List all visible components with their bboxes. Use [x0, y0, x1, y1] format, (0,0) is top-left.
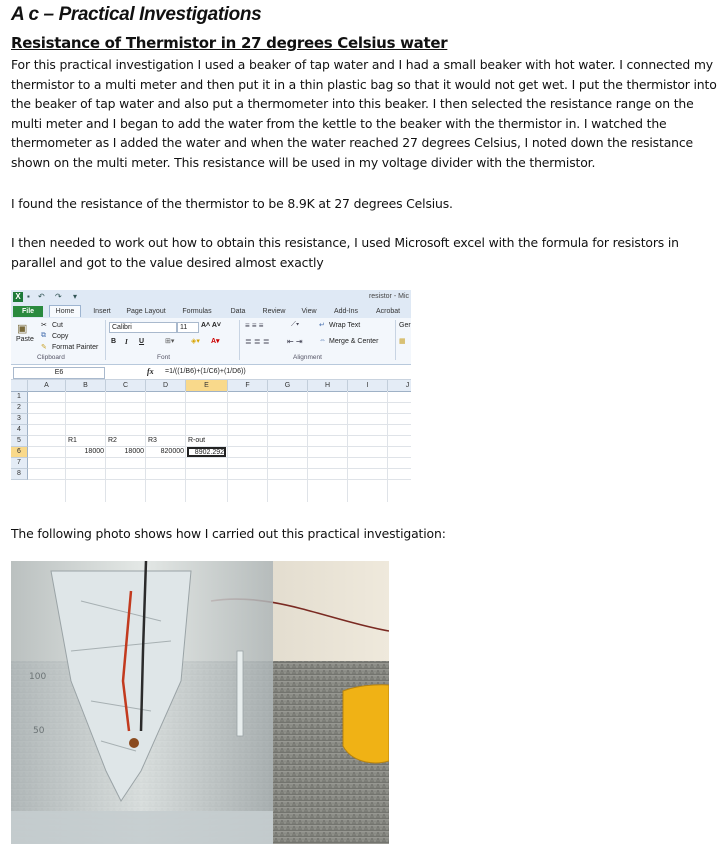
borders-icon: ⊞▾: [165, 338, 175, 345]
merge-center-icon: ⇔: [319, 337, 326, 344]
grid-line: [28, 457, 411, 458]
column-header-h: H: [308, 380, 348, 392]
grid-line: [28, 402, 411, 403]
quick-access-toolbar: [11, 290, 411, 304]
tab-review: Review: [262, 308, 286, 315]
copy-label: Copy: [52, 333, 69, 340]
column-header-c: C: [106, 380, 146, 392]
grow-font-icon: A˄ A˅: [201, 322, 221, 329]
tab-add-ins: Add-Ins: [333, 308, 359, 315]
row-header-7: 7: [11, 458, 28, 469]
wrap-text-icon: ↵: [319, 322, 325, 329]
bold-button: B: [111, 338, 117, 345]
column-header-b: B: [66, 380, 106, 392]
cell-e6: 8902.292: [187, 447, 226, 457]
fill-color-icon: ◈▾: [191, 338, 200, 345]
name-box: E6: [13, 367, 105, 379]
row-header-4: 4: [11, 425, 28, 436]
align-top-icons: ≡ ≡ ≡: [245, 321, 264, 330]
cell-c5: R2: [108, 437, 117, 444]
tab-page-layout: Page Layout: [126, 308, 166, 315]
excel-screenshot: [11, 290, 411, 502]
format-painter-label: Format Painter: [52, 344, 99, 351]
tab-file: File: [13, 306, 43, 317]
grid-line: [28, 479, 411, 480]
section-heading: Resistance of Thermistor in 27 degrees Celsius water: [11, 34, 448, 52]
tab-home: Home: [49, 305, 81, 317]
wrap-text-label: Wrap Text: [329, 322, 361, 329]
row-header-3: 3: [11, 414, 28, 425]
grid-line: [28, 468, 411, 469]
save-icon: ▪: [27, 292, 30, 301]
font-color-icon: A▾: [211, 338, 220, 345]
row-header-6: 6: [11, 447, 28, 458]
column-header-f: F: [228, 380, 268, 392]
cell-d5: R3: [148, 437, 157, 444]
ribbon-tabs: [11, 304, 411, 318]
tab-acrobat: Acrobat: [375, 308, 401, 315]
fx-icon: fx: [147, 367, 154, 376]
customize-dropdown-icon: ▾: [73, 292, 78, 301]
column-header-d: D: [146, 380, 186, 392]
cell-e5: R-out: [188, 437, 206, 444]
beaker-scale-100: 100: [29, 672, 47, 682]
column-header-j: J: [388, 380, 411, 392]
format-painter-icon: ✎: [41, 344, 47, 351]
document-title: A c – Practical Investigations: [11, 4, 262, 25]
formula-bar: [11, 366, 411, 380]
paragraph-excel-intro: I then needed to work out how to obtain this resistance, I used Microsoft excel with the formula for resistors in parallel and got to the value desired almost exactly: [11, 235, 679, 270]
font-family-box: Calibri: [109, 322, 177, 333]
number-format-box: Ger: [399, 322, 411, 329]
tab-view: View: [301, 308, 317, 315]
paragraph-method: For this practical investigation I used a beaker of tap water and I had a small beaker with hot water. I connected my thermistor to a multi meter and then put it in a thin plastic bag so that it would not get wet. I put the thermistor into the beaker of tap water and also put a thermometer into this beaker. I then selected the resistance range on the multi meter and I began to add the water from the kettle to the beaker with the thermistor in. I watched the thermometer as I added the water and when the water reached 27 degrees Celsius, I noted down the resistance shown on the multi meter. This resistance will be used in my voltage divider with the thermistor.: [11, 57, 717, 170]
tab-insert: Insert: [93, 308, 111, 315]
font-group-label: Font: [157, 354, 171, 361]
spreadsheet-grid: [11, 380, 411, 502]
merge-center-label: Merge & Center: [329, 338, 379, 345]
window-title: resistor - Mic: [368, 293, 409, 300]
indent-icons: ⇤ ⇥: [287, 337, 303, 346]
row-header-5: 5: [11, 436, 28, 447]
grid-line: [28, 424, 411, 425]
paste-label: Paste: [16, 336, 34, 343]
font-size-box: 11: [177, 322, 199, 333]
italic-button: I: [125, 338, 128, 346]
column-header-e: E: [186, 380, 228, 392]
tab-data: Data: [230, 308, 246, 315]
underline-button: U: [139, 338, 145, 345]
copy-icon: ⧉: [41, 332, 46, 339]
ribbon-separator: [239, 320, 240, 360]
formula-text: =1/((1/B6)+(1/C6)+(1/D6)): [165, 368, 246, 375]
experiment-photo: [11, 561, 389, 844]
ribbon: [11, 318, 411, 365]
tab-formulas: Formulas: [182, 308, 212, 315]
align-left-icons: ≣ ≣ ≣: [245, 337, 270, 346]
cell-b5: R1: [68, 437, 77, 444]
ribbon-separator: [395, 320, 396, 360]
ribbon-separator: [105, 320, 106, 360]
undo-icon: ↶: [38, 292, 45, 301]
excel-logo-icon: X: [13, 292, 23, 302]
row-header-2: 2: [11, 403, 28, 414]
orientation-icon: ⟋▾: [291, 321, 300, 328]
paragraph-photo-intro: The following photo shows how I carried out this practical investigation:: [11, 526, 446, 541]
cell-d6: 820000: [160, 448, 184, 455]
row-header-1: 1: [11, 392, 28, 403]
beaker-photo-illustration: [11, 561, 389, 844]
cut-icon: ✂: [41, 322, 47, 329]
column-header-g: G: [268, 380, 308, 392]
alignment-group-label: Alignment: [293, 354, 322, 361]
paragraph-result: I found the resistance of the thermistor to be 8.9K at 27 degrees Celsius.: [11, 196, 453, 211]
grid-line: [28, 413, 411, 414]
beaker-scale-50: 50: [33, 726, 45, 736]
cell-c6: 18000: [124, 448, 144, 455]
select-all-corner: [11, 380, 28, 392]
paste-icon: ▣: [17, 323, 28, 335]
cell-b6: 18000: [84, 448, 104, 455]
cut-label: Cut: [52, 322, 63, 329]
redo-icon: ↷: [55, 292, 62, 301]
column-header-a: A: [28, 380, 66, 392]
column-header-i: I: [348, 380, 388, 392]
currency-icon: ▦: [399, 338, 406, 345]
row-header-8: 8: [11, 469, 28, 480]
clipboard-group-label: Clipboard: [37, 354, 65, 361]
